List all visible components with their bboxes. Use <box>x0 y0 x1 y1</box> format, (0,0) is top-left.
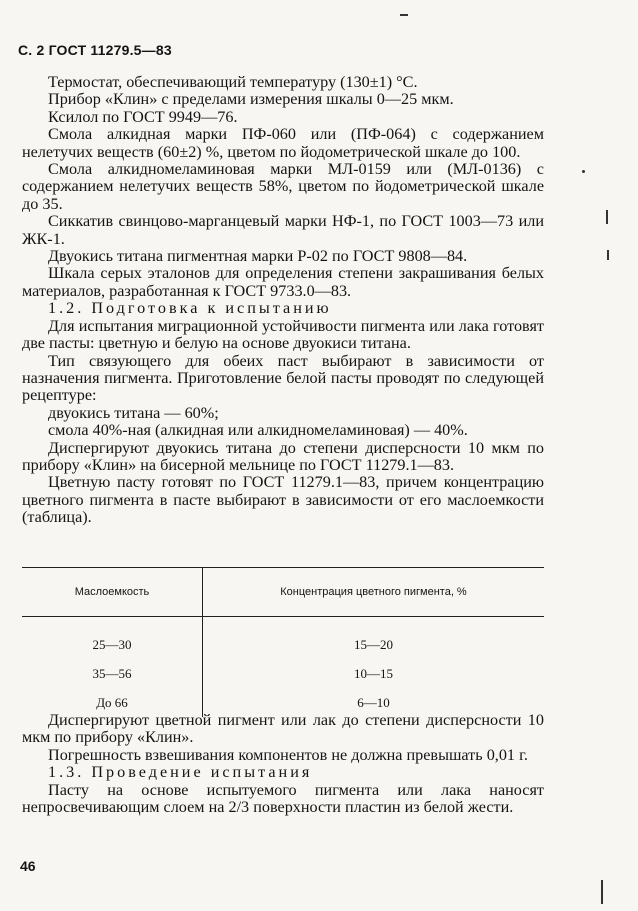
page-header: С. 2 ГОСТ 11279.5—83 <box>18 42 172 58</box>
paragraph: Диспергируют цветной пигмент или лак до степени дисперсности 10 мкм по прибору «Клин». <box>22 711 544 747</box>
section-heading: 1.2. Подготовка к испытанию <box>48 299 332 318</box>
paragraph: двуокись титана — 60%; <box>48 403 219 422</box>
table-cell: 25—30 <box>22 617 203 660</box>
table-header-cell: Концентрация цветного пигмента, % <box>203 568 545 617</box>
paragraph: Прибор «Клин» с пределами измерения шкалы 0—25 мкм. <box>48 90 454 109</box>
paragraph: Погрешность взвешивания компонентов не должна превышать 0,01 г. <box>48 745 528 764</box>
body-text-bottom <box>22 712 544 816</box>
paragraph: Шкала серых эталонов для определения степени закрашивания белых материалов, разработанная к ГОСТ 9733.0—83. <box>22 264 544 300</box>
page-number: 46 <box>20 858 36 874</box>
oil-absorption-table <box>22 567 544 717</box>
body-text-top <box>22 74 544 527</box>
paragraph: Смола алкидномеламиновая марки МЛ-0159 или (МЛ-0136) с содержанием нелетучих веществ 58%, цветом по йодометрической шкале до 35. <box>22 160 544 213</box>
table-cell: До 66 <box>22 688 203 717</box>
paragraph: Термостат, обеспечивающий температуру (130±1) °С. <box>48 73 418 91</box>
table-header-cell: Маслоемкость <box>22 568 203 617</box>
table-cell: 35—56 <box>22 659 203 688</box>
paragraph: Двуокись титана пигментная марки Р-02 по ГОСТ 9808—84. <box>48 247 468 266</box>
table-cell: 10—15 <box>354 665 393 681</box>
paragraph: Пасту на основе испытуемого пигмента или лака наносят непросвечивающим слоем на 2/3 поверхности пластин из белой жести. <box>22 780 544 817</box>
paragraph: Тип связующего для обеих паст выбирают в зависимости от назначения пигмента. Приготовление белой пасты проводят по следующей рецептуре: <box>22 351 544 405</box>
scan-mark <box>400 14 408 16</box>
table-cell: 6—10 <box>357 694 390 710</box>
table-cell: 15—20 <box>354 636 393 652</box>
section-heading: 1.3. Проведение испытания <box>48 763 313 782</box>
paragraph: Ксилол по ГОСТ 9949—76. <box>48 107 238 126</box>
paragraph: Смола алкидная марки ПФ-060 или (ПФ-064) с содержанием нелетучих веществ (60±2) %, цветом по йодометрической шкале до 100. <box>22 125 544 161</box>
table-row <box>22 659 544 688</box>
paragraph: Цветную пасту готовят по ГОСТ 11279.1—83, причем концентрацию цветного пигмента в пасте выбирают в зависимости от его маслоемкости (таблица). <box>22 473 544 527</box>
scan-mark <box>606 210 608 224</box>
scan-mark <box>607 250 609 260</box>
scan-mark <box>582 170 585 173</box>
scan-mark <box>601 880 603 904</box>
paragraph: Диспергируют двуокись титана до степени дисперсности 10 мкм по прибору «Клин» на бисерной мельнице по ГОСТ 11279.1—83. <box>22 438 544 474</box>
table-header-row <box>22 568 544 617</box>
paragraph: смола 40%-ная (алкидная или алкидномеламиновая) — 40%. <box>48 421 468 440</box>
paragraph: Для испытания миграционной устойчивости пигмента или лака готовят две пасты: цветную и белую на основе двуокиси титана. <box>22 316 544 353</box>
paragraph: Сиккатив свинцово-марганцевый марки НФ-1, по ГОСТ 1003—73 или ЖК-1. <box>22 212 544 248</box>
table-row <box>22 617 544 660</box>
